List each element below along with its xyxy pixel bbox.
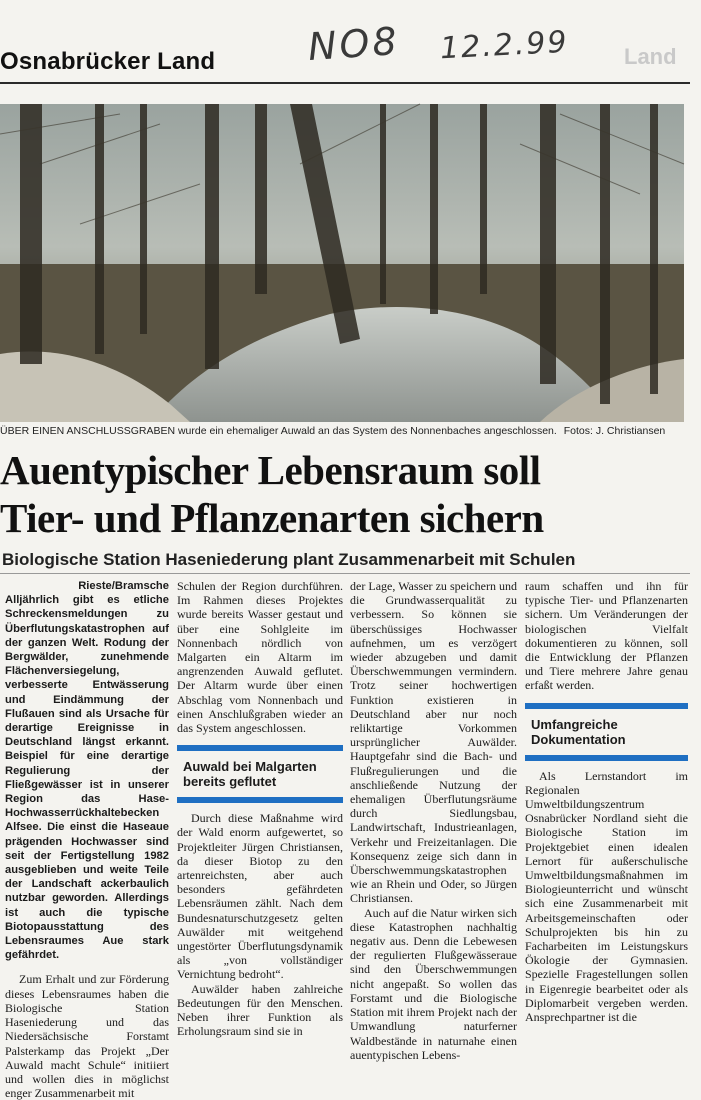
subhead-malgarten: Auwald bei Malgarten bereits geflutet	[177, 745, 343, 803]
article-column-2	[177, 579, 343, 1038]
lead-paragraph: Alljährlich gibt es etliche Schreckensmeldungen zu Überflutungskatastrophen auf der ganzen Welt. Rodung der Bergwälder, zunehmende Flächenversiegelung, verbesserte Entwässerung und Eindämmung der Flußauen sind als Ursache für derartige Ereignisse in Deutschland längst erkannt. Beispiel für eine derartige Regulierung der Fließgewässer ist in unserer Region das Hase-Hochwasserrückhaltebecken Alfsee. Die einst die Haseaue prägenden Hochwasser sind seit der Fertigstellung 1982 ausgeblieben und weite Teile der Landschaft ackerbaulich nutzbar geworden. Allerdings ist auch die typische Biotopausstattung des Lebensraumes Aue stark gefährdet.	[5, 594, 169, 962]
headline-line-1: Auentypischer Lebensraum soll	[0, 447, 541, 493]
photo-caption	[0, 425, 690, 437]
headline	[0, 446, 690, 542]
forest-stream-photo	[0, 104, 684, 422]
article-column-3	[350, 579, 517, 1062]
photo-illustration	[0, 104, 684, 422]
photo-credit: Fotos: J. Christiansen	[563, 425, 666, 437]
article-column-1	[5, 579, 169, 1100]
handwritten-code: NO8	[306, 18, 401, 70]
headline-line-2: Tier- und Pflanzenarten sichern	[0, 495, 544, 541]
paragraph: Auch auf die Natur wirken sich diese Katastrophen nachhaltig negativ aus. Denn die Lebewesen der regulierten Flußgewässeraue sind den Überschwemmungen nicht angepaßt. So wollen das Forstamt und die Biologische Station mit ihrem Projekt nach der Umwandlung naturferner Waldbestände in naturnahe einen auentypischen Lebens-	[350, 905, 517, 1062]
paragraph: der Lage, Wasser zu speichern und die Grundwasserqualität zu verbessern. So können sie überschüssiges Hochwasser aufnehmen, um es verzögert wieder abzugeben und damit Überschwemmungen vermindern. Trotz seiner hochwertigen Funktion existieren in Deutschland aber nur noch reliktartige Vorkommen ursprünglicher Auwälder. Hauptgefahr sind die Bach- und Flußregulierungen und die anschließende Nutzung der ehemaligen Überflutungsräume durch Siedlungsbau, Landwirtschaft, Industrieanlagen, Verkehr und Freizeitanlagen. Die Konsequenz zeige sich dann in Überschwemmungskatastrophen wie an Rhein und Oder, so Jürgen Christiansen.	[350, 579, 517, 906]
bleed-through-text: Land	[624, 44, 677, 69]
paragraph: Als Lernstandort im Regionalen Umweltbildungszentrum Osnabrücker Nordland sieht die Biologische Station im Projektgebiet einen idealen Lernort für außerschulische Umweltbildungsmaßnahmen im Biologieunterricht und wünscht sich eine Zusammenarbeit mit Arbeitsgemeinschaften oder Schulprojekten bis hin zu Facharbeiten im Leistungskurs Ökologie der Gymnasien. Spezielle Fragestellungen sollen in Eigenregie bearbeitet oder als Diplomarbeit vergeben werden. Ansprechpartner ist die	[525, 768, 688, 1025]
subheadline: Biologische Station Haseniederung plant Zusammenarbeit mit Schulen	[2, 550, 576, 569]
caption-lead: ÜBER EINEN ANSCHLUSSGRABEN	[0, 425, 176, 437]
subheadline-rule	[0, 573, 690, 574]
paragraph: Schulen der Region durchführen. Im Rahmen dieses Projektes wurde bereits Wasser gestaut und über eine Sohlgleite im Nonnenbach nördlich von Malgarten ein Altarm im angrenzenden Auwald geflutet. Der Altarm wurde über einen Abschlag vom Nonnenbach und einen Anschlußgraben wieder an das System angeschlossen.	[177, 579, 343, 736]
paragraph: Auwälder haben zahlreiche Bedeutungen für den Menschen. Neben ihrer Funktion als Erholungsraum sind sie in	[177, 981, 343, 1039]
paragraph: raum schaffen und ihn für typische Tier- und Pflanzenarten sichern. Um Veränderungen der biologischen Vielfalt dokumentieren zu können, soll die Entwicklung der Pflanzen und Tiere mehrere Jahre genau erfaßt werden.	[525, 579, 688, 693]
handwritten-date: 12.2.99	[439, 24, 570, 67]
section-title: Osnabrücker Land	[0, 48, 216, 75]
subhead-dokumentation: Umfangreiche Dokumentation	[525, 703, 688, 761]
article-column-4	[525, 579, 688, 1024]
caption-text: wurde ein ehemaliger Auwald an das System des Nonnenbaches angeschlossen.	[175, 425, 557, 437]
paragraph: Zum Erhalt und zur Förderung dieses Lebensraumes haben die Biologische Station Haseniederung und das Niedersächsische Forstamt Palsterkamp das Projekt „Der Auwald macht Schule“ initiiert und wollen dies in möglichst enger Zusammenarbeit mit	[5, 972, 169, 1100]
paragraph: Durch diese Maßnahme wird der Wald enorm aufgewertet, so Projektleiter Jürgen Christiansen, da dieser Biotop zu den artenreichsten, aber auch besonders gefährdeten Lebensräumen zählt. Nach dem Bundesnaturschutzgesetz gelten Auwälder mit weitgehend ungestörter Überflutungsdynamik als „von vollständiger Vernichtung bedroht“.	[177, 811, 343, 982]
header-rule	[0, 82, 690, 84]
dateline: Rieste/Bramsche	[78, 580, 169, 592]
